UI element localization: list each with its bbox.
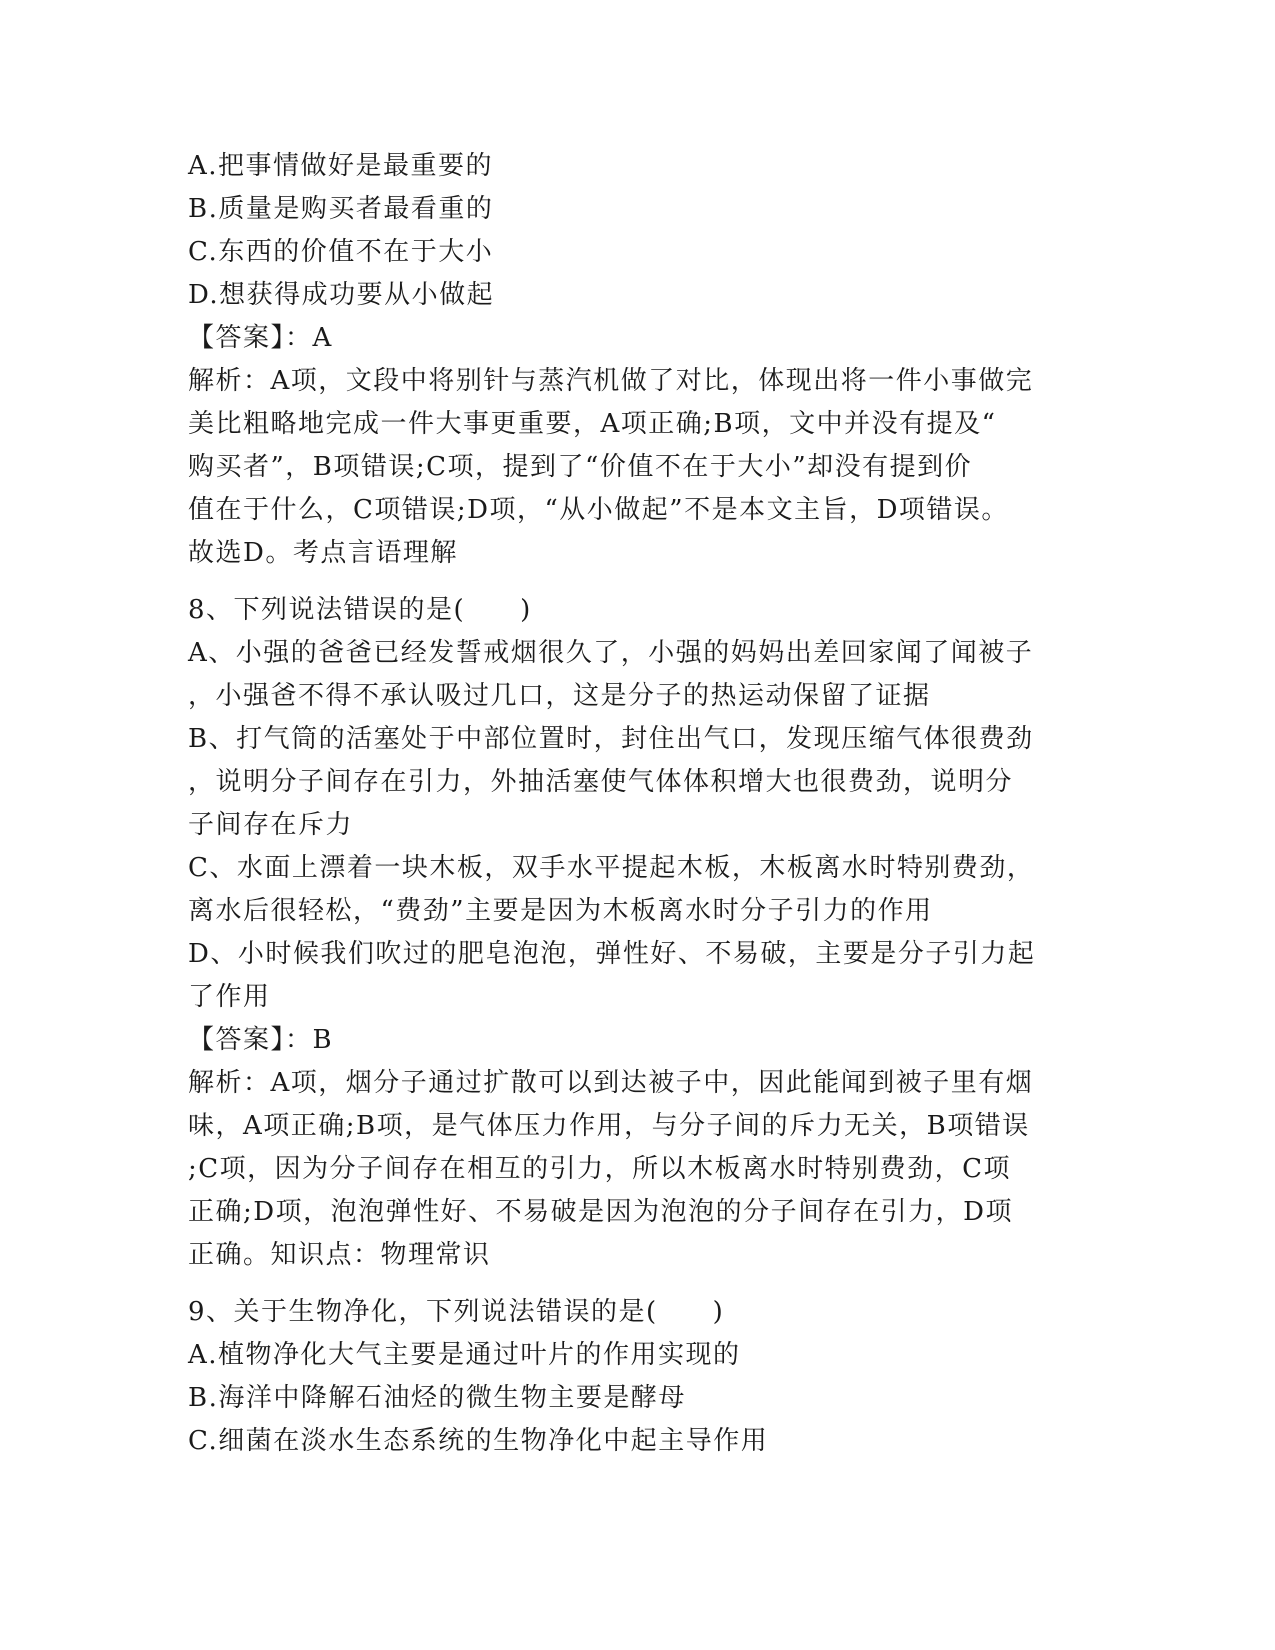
- option-a: A.植物净化大气主要是通过叶片的作用实现的: [188, 1340, 741, 1370]
- explanation-line: 购买者”，B项错误;C项，提到了“价值不在于大小”却没有提到价: [188, 452, 973, 482]
- option-c: C、水面上漂着一块木板，双手水平提起木板，木板离水时特别费劲，: [188, 853, 1035, 883]
- option-d-cont: 了作用: [188, 982, 271, 1012]
- option-d: D.想获得成功要从小做起: [188, 280, 495, 310]
- option-c: C.细菌在淡水生态系统的生物净化中起主导作用: [188, 1426, 769, 1456]
- question-9: [188, 1291, 1088, 1463]
- document-page: [188, 145, 1088, 1463]
- option-c-cont: 离水后很轻松，“费劲”主要是因为木板离水时分子引力的作用: [188, 896, 933, 926]
- question-8: [188, 589, 1088, 1277]
- explanation-line: 美比粗略地完成一件大事更重要，A项正确;B项，文中并没有提及“: [188, 409, 997, 439]
- explanation-line: 故选D。考点言语理解: [188, 538, 458, 568]
- answer-label: 【答案】：B: [188, 1025, 334, 1055]
- spacer: [188, 575, 1088, 589]
- option-a-cont: ，小强爸不得不承认吸过几口，这是分子的热运动保留了证据: [188, 681, 931, 711]
- explanation-line: 值在于什么，C项错误;D项，“从小做起”不是本文主旨，D项错误。: [188, 495, 1009, 525]
- option-b-cont: 子间存在斥力: [188, 810, 354, 840]
- answer-label: 【答案】：A: [188, 323, 333, 353]
- option-d: D、小时候我们吹过的肥皂泡泡，弹性好、不易破，主要是分子引力起: [188, 939, 1036, 969]
- spacer: [188, 1277, 1088, 1291]
- option-a: A、小强的爸爸已经发誓戒烟很久了，小强的妈妈出差回家闻了闻被子: [188, 638, 1034, 668]
- explanation-line: 味，A项正确;B项，是气体压力作用，与分子间的斥力无关，B项错误: [188, 1111, 1030, 1141]
- explanation-line: 正确;D项，泡泡弹性好、不易破是因为泡泡的分子间存在引力，D项: [188, 1197, 1013, 1227]
- option-b: B.质量是购买者最看重的: [188, 194, 494, 224]
- option-b: B.海洋中降解石油烃的微生物主要是酵母: [188, 1383, 686, 1413]
- question-7-tail: [188, 145, 1088, 575]
- option-c: C.东西的价值不在于大小: [188, 237, 494, 267]
- explanation-line: 解析：A项，文段中将别针与蒸汽机做了对比，体现出将一件小事做完: [188, 366, 1034, 396]
- question-stem: 8、下列说法错误的是( ): [188, 595, 532, 625]
- question-stem: 9、关于生物净化，下列说法错误的是( ): [188, 1297, 725, 1327]
- explanation-line: ;C项，因为分子间存在相互的引力，所以木板离水时特别费劲，C项: [188, 1154, 1012, 1184]
- option-b-cont: ，说明分子间存在引力，外抽活塞使气体体积增大也很费劲，说明分: [188, 767, 1014, 797]
- explanation-line: 解析：A项，烟分子通过扩散可以到达被子中，因此能闻到被子里有烟: [188, 1068, 1034, 1098]
- explanation-line: 正确。知识点：物理常识: [188, 1240, 491, 1270]
- option-a: A.把事情做好是最重要的: [188, 151, 494, 181]
- option-b: B、打气筒的活塞处于中部位置时，封住出气口，发现压缩气体很费劲: [188, 724, 1034, 754]
